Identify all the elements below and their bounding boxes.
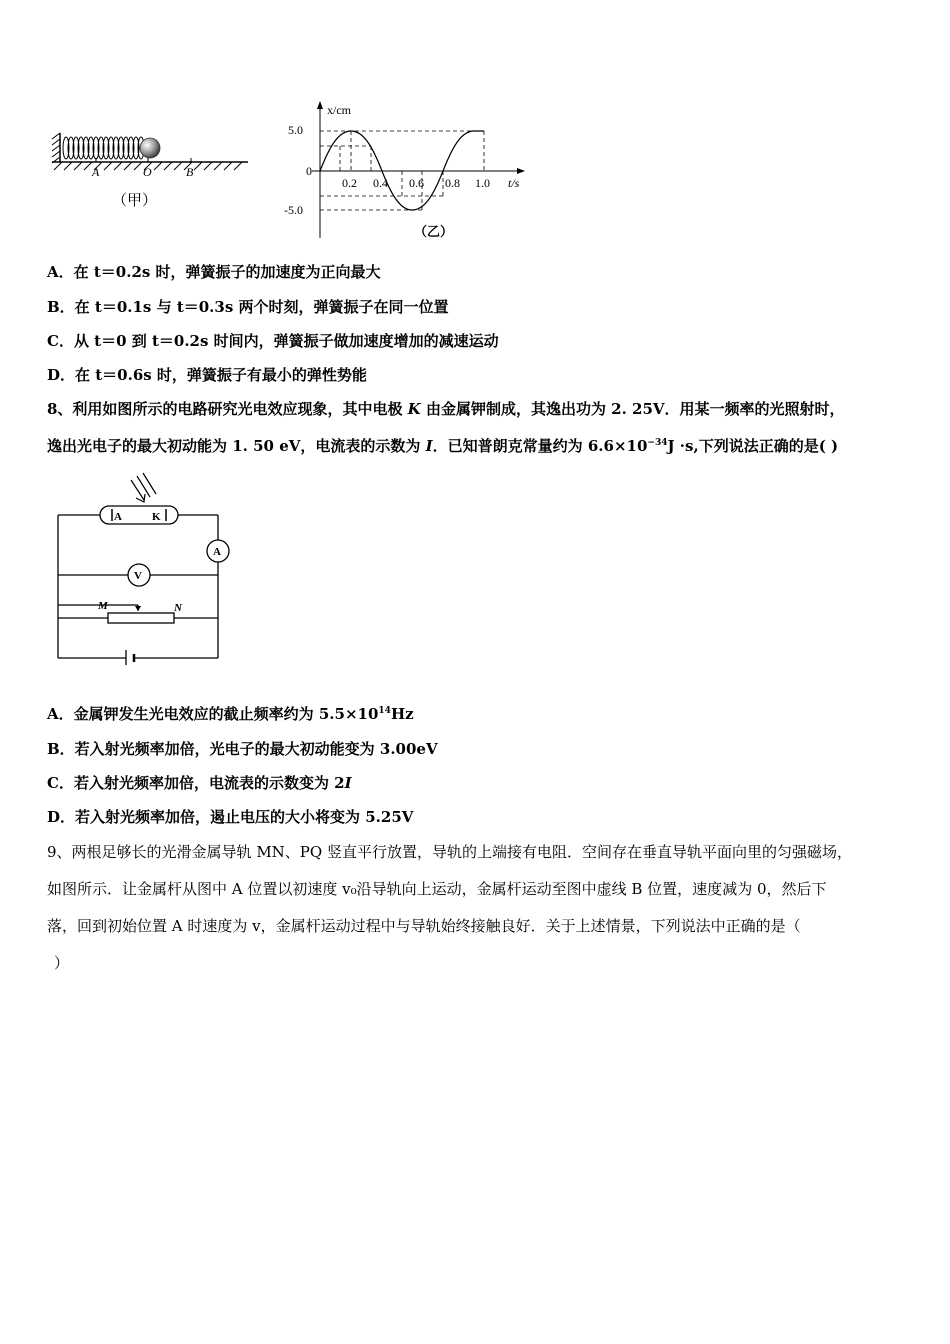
label-n: N xyxy=(174,602,182,614)
spring xyxy=(63,137,144,159)
label-o: O xyxy=(143,165,152,179)
q9-stem-line2: 如图所示．让金属杆从图中 A 位置以初速度 v₀沿导轨向上运动，金属杆运动至图中虚线 B 位置，速度减为 0，然后下 xyxy=(47,880,827,898)
q8-stem-line2: 逸出光电子的最大初动能为 1. 50 eV，电流表的示数为 I．已知普朗克常量约为 $6.6\times 10^{-34}J \cdot s$,下列说法正确的是( ) xyxy=(47,437,839,455)
tube-label-k: K xyxy=(152,511,161,523)
photoelectric-circuit-figure xyxy=(48,470,233,665)
caption-jia: （甲） xyxy=(112,193,158,209)
light-rays xyxy=(131,473,156,502)
q8-option-d: D．若入射光频率加倍，遏止电压的大小将变为 5.25V xyxy=(47,808,414,826)
tube-label-a: A xyxy=(114,511,122,523)
voltmeter-label: V xyxy=(134,570,142,582)
ammeter-label: A xyxy=(213,546,221,558)
q7-option-d: D．在 t＝0.6s 时，弹簧振子有最小的弹性势能 xyxy=(47,366,367,384)
x-tick-0-2: 0.2 xyxy=(342,176,357,190)
x-tick-1-0: 1.0 xyxy=(475,176,490,190)
rheostat xyxy=(108,613,174,623)
caption-yi: （乙） xyxy=(414,224,454,239)
x-tick-0-4: 0.4 xyxy=(373,176,388,190)
q7-option-c: C．从 t＝0 到 t＝0.2s 时间内，弹簧振子做加速度增加的减速运动 xyxy=(47,332,499,350)
y-tick-bottom: -5.0 xyxy=(284,203,303,217)
label-m: M xyxy=(98,600,108,612)
y-tick-top: 5.0 xyxy=(288,123,303,137)
q8-option-c: C．若入射光频率加倍，电流表的示数变为 2I xyxy=(47,774,352,792)
y-axis-label: x/cm xyxy=(327,103,351,117)
q7-option-a: A．在 t＝0.2s 时，弹簧振子的加速度为正向最大 xyxy=(47,263,381,281)
spring-oscillator-figure xyxy=(40,125,255,220)
q8-option-a: A．金属钾发生光电效应的截止频率约为 $5.5\times 10^{14}Hz$ xyxy=(47,705,414,723)
x-axis-label: t/s xyxy=(508,176,520,190)
x-tick-0-8: 0.8 xyxy=(445,176,460,190)
q9-stem-line3: 落，回到初始位置 A 时速度为 v，金属杆运动过程中与导轨始终接触良好．关于上述情景，下列说法中正确的是（ xyxy=(47,917,801,935)
q8-stem-line1: 8、利用如图所示的电路研究光电效应现象，其中电极 K 由金属钾制成，其逸出功为 2. 25V．用某一频率的光照射时， xyxy=(47,400,845,418)
q8-option-b: B．若入射光频率加倍，光电子的最大初动能变为 3.00eV xyxy=(47,740,438,758)
xt-graph-figure xyxy=(280,98,530,243)
q9-stem-line4: ） xyxy=(54,954,70,972)
label-b: B xyxy=(186,165,194,179)
origin-label: 0 xyxy=(306,164,312,178)
q9-stem-line1: 9、两根足够长的光滑金属导轨 MN、PQ 竖直平行放置，导轨的上端接有电阻．空间存在垂直导轨平面向里的匀强磁场， xyxy=(47,843,852,861)
label-a: A xyxy=(92,165,100,179)
x-tick-0-6: 0.6 xyxy=(409,176,424,190)
q7-option-b: B．在 t＝0.1s 与 t＝0.3s 两个时刻，弹簧振子在同一位置 xyxy=(47,298,449,316)
ball xyxy=(140,138,160,158)
